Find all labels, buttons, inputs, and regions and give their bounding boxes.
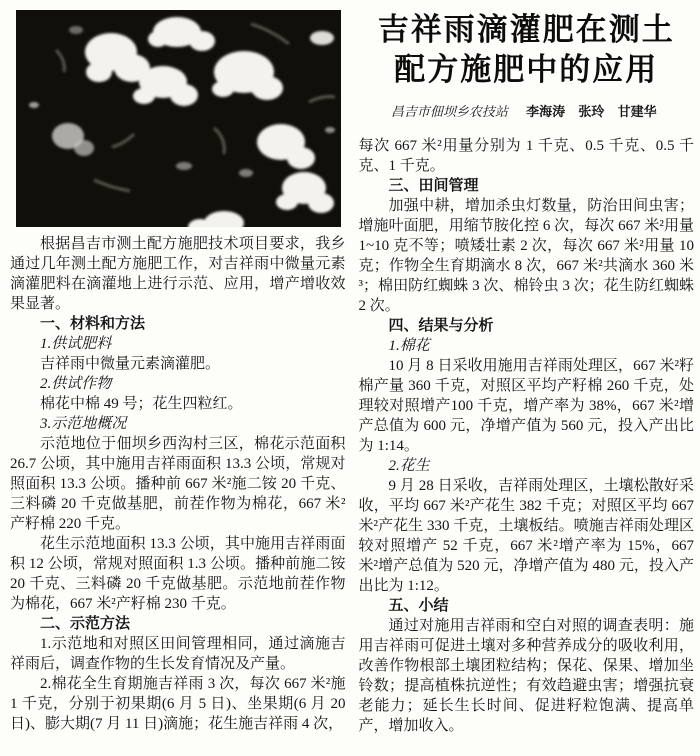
subheading-test-crops: 2.供试作物	[40, 376, 112, 392]
para-cotton-plot: 示范地位于佃坝乡西沟村三区，棉花示范面积 26.7 公顷，其中施用吉祥雨面积 13.3 公顷，常规对照面积 13.3 公顷。播种前 667 米²施二铵 20 千克、三料磷 20 千克做基肥，前茬作物为棉花，667 米²产籽棉 220 千克。	[10, 436, 346, 532]
subheading-cotton-results: 1.棉花	[388, 338, 430, 354]
cotton-bolls-photo	[16, 10, 341, 227]
heading-field-management: 三、田间管理	[388, 177, 479, 194]
para-test-crops: 棉花中棉 49 号；花生四粒红。	[40, 396, 243, 412]
para-peanut-plot: 花生示范地面积 13.3 公顷，其中施用吉祥雨面积 12 公顷，常规对照面积 1.3 公顷。播种前施二铵 20 千克、三料磷 20 千克做基肥。示范地前茬作物为棉花，667 米²产籽棉 230 千克。	[10, 536, 346, 612]
para-demo-method-1: 1.示范地和对照区田间管理相同，通过滴施吉祥雨后，调查作物的生长发育情况及产量。	[10, 636, 346, 672]
para-peanut-results: 9 月 28 日采收，吉祥雨处理区，土壤松散好采收，平均 667 米²产花生 382 千克；对照区平均 667 米²产花生 330 千克，土壤板结。喷施吉祥雨处理区较对照增产 52 千克，667 米²增产率为 15%，667 米²增产总值为 520 元，净增产值为 480 元，投入产出比为 1:12。	[358, 478, 694, 594]
byline-author-1: 李海涛	[526, 104, 566, 119]
para-test-fertilizer: 吉祥雨中微量元素滴灌肥。	[40, 356, 221, 372]
article-title-line2: 配方施肥中的应用	[394, 52, 659, 87]
article-title-line1: 吉祥雨滴灌肥在测土	[377, 12, 675, 47]
byline-author-2: 张玲	[578, 104, 605, 119]
byline	[359, 103, 695, 121]
para-field-management: 加强中耕，增加杀虫灯数量，防治田间虫害；增施叶面肥，用缩节胺化控 6 次，每次 667 米²用量 1~10 克不等；喷矮壮素 2 次，每次 667 米²用量 10 克；作物全生育期滴水 8 次，667 米²共滴水 360 米³；棉田防红蜘蛛 3 次、棉铃虫 3 次；花生防红蜘蛛 2 次。	[358, 198, 694, 314]
heading-results-analysis: 四、结果与分析	[388, 317, 494, 334]
para-cotton-results: 10 月 8 日采收用施用吉祥雨处理区，667 米²籽棉产量 360 千克，对照区平均产籽棉 260 千克，处理较对照增产100 千克，增产率为 38%，667 米²增产总值为 600 元，净增产值为 560 元，投入产出比为 1:14。	[358, 358, 694, 454]
cotton-bolls-photo-art	[16, 10, 341, 227]
heading-materials-methods: 一、材料和方法	[40, 315, 146, 332]
heading-demo-method: 二、示范方法	[40, 615, 131, 632]
subheading-plot-overview: 3.示范地概况	[40, 416, 127, 432]
left-column	[10, 0, 346, 756]
heading-summary: 五、小结	[388, 597, 449, 614]
para-summary: 通过对施用吉祥雨和空白对照的调查表明：施用吉祥雨可促进土壤对多种营养成分的吸收利用，改善作物根部土壤团粒结构；保花、保果、增加坐铃数；提高植株抗逆性；有效趋避虫害；增强抗衰老能力；延长生长时间、促进籽粒饱满、提高单产，增加收入。	[358, 618, 694, 734]
para-dosage-continuation: 每次 667 米²用量分别为 1 千克、0.5 千克、0.5 千克、1 千克。	[358, 138, 694, 174]
right-column	[359, 0, 695, 756]
byline-affiliation: 昌吉市佃坝乡农技站	[390, 104, 508, 119]
byline-author-3: 甘建华	[617, 104, 657, 119]
para-intro: 根据昌吉市测土配方施肥技术项目要求，我乡通过几年测土配方施肥工作，对吉祥雨中微量元素滴灌肥料在滴灌地上进行示范、应用，增产增收效果显著。	[10, 236, 346, 312]
subheading-test-fertilizer: 1.供试肥料	[40, 336, 112, 352]
subheading-peanut-results: 2.花生	[388, 458, 430, 474]
article-title	[359, 10, 695, 90]
para-demo-method-2: 2.棉花全生育期施吉祥雨 3 次，每次 667 米²施 1 千克，分别于初果期(6 月 5 日)、坐果期(6 月 20 日)、膨大期(7 月 11 日)滴施；花生施吉祥雨 4 次，	[10, 676, 346, 732]
